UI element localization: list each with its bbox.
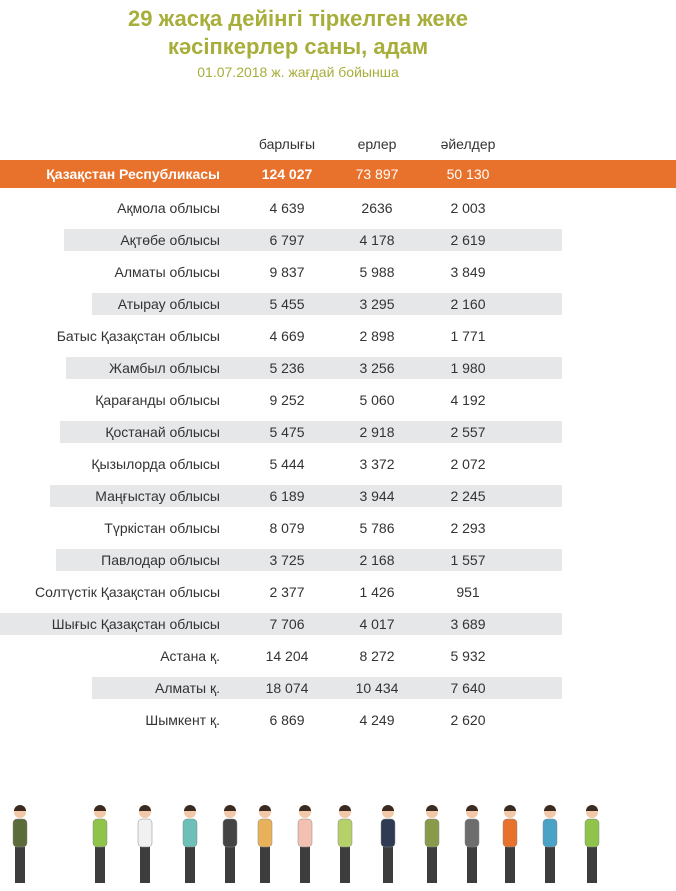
title-line-1: 29 жасқа дейінгі тіркелген жеке xyxy=(128,6,468,31)
table-row xyxy=(0,389,676,415)
region-name: Қызылорда облысы xyxy=(91,456,220,472)
table-row xyxy=(0,261,676,287)
value-all: 8 079 xyxy=(269,520,305,536)
subtitle: 01.07.2018 ж. жағдай бойынша xyxy=(197,64,399,80)
table-row xyxy=(0,709,676,735)
value-all: 6 797 xyxy=(269,232,305,248)
value-women: 2 619 xyxy=(450,232,486,248)
table-row xyxy=(0,677,676,703)
value-women: 5 932 xyxy=(450,648,486,664)
table-row xyxy=(0,197,676,223)
person-figure xyxy=(425,805,439,883)
value-women: 1 771 xyxy=(450,328,486,344)
value-men: 1 426 xyxy=(359,584,395,600)
value-women: 2 160 xyxy=(450,296,486,312)
person-figure xyxy=(543,805,557,883)
person-figure xyxy=(258,805,272,883)
value-men: 8 272 xyxy=(359,648,395,664)
value-women: 1 980 xyxy=(450,360,486,376)
value-all: 18 074 xyxy=(265,680,309,696)
value-all: 5 455 xyxy=(269,296,305,312)
value-men: 3 295 xyxy=(359,296,395,312)
region-name: Астана қ. xyxy=(160,648,220,664)
value-all: 14 204 xyxy=(265,648,309,664)
value-men: 2636 xyxy=(361,200,393,216)
value-men: 5 988 xyxy=(359,264,395,280)
value-all: 5 475 xyxy=(269,424,305,440)
table-row xyxy=(0,293,676,319)
table-row xyxy=(0,645,676,671)
table-row xyxy=(0,421,676,447)
region-name: Павлодар облысы xyxy=(101,552,220,568)
region-name: Алматы облысы xyxy=(114,264,220,280)
value-women: 2 245 xyxy=(450,488,486,504)
person-figure xyxy=(183,805,197,883)
value-women: 3 689 xyxy=(450,616,486,632)
region-name: Алматы қ. xyxy=(155,680,220,696)
value-all: 6 189 xyxy=(269,488,305,504)
person-figure xyxy=(298,805,312,883)
region-name: Ақмола облысы xyxy=(117,200,220,216)
value-men: 3 944 xyxy=(359,488,395,504)
region-name: Шығыс Қазақстан облысы xyxy=(51,616,220,632)
value-women: 2 557 xyxy=(450,424,486,440)
value-women: 3 849 xyxy=(450,264,486,280)
person-figure xyxy=(223,805,237,883)
table-row xyxy=(0,229,676,255)
value-men: 5 060 xyxy=(359,392,395,408)
region-name: Маңғыстау облысы xyxy=(95,488,220,504)
value-all: 4 639 xyxy=(269,200,305,216)
total-row xyxy=(0,160,676,188)
value-women: 2 072 xyxy=(450,456,486,472)
region-name: Қарағанды облысы xyxy=(95,392,220,408)
region-name: Атырау облысы xyxy=(117,296,220,312)
value-women: 2 620 xyxy=(450,712,486,728)
person-figure xyxy=(381,805,395,883)
value-women: 951 xyxy=(456,584,480,600)
value-women: 1 557 xyxy=(450,552,486,568)
people-illustration xyxy=(0,790,676,890)
total-men: 73 897 xyxy=(355,166,399,182)
value-all: 2 377 xyxy=(269,584,305,600)
table-row xyxy=(0,325,676,351)
region-name: Түркістан облысы xyxy=(104,520,220,536)
value-all: 9 837 xyxy=(269,264,305,280)
region-name: Ақтөбе облысы xyxy=(120,232,220,248)
region-name: Солтүстік Қазақстан облысы xyxy=(35,584,220,600)
table-row xyxy=(0,549,676,575)
value-men: 3 372 xyxy=(359,456,395,472)
value-men: 4 017 xyxy=(359,616,395,632)
value-all: 3 725 xyxy=(269,552,305,568)
region-name: Батыс Қазақстан облысы xyxy=(56,328,220,344)
value-men: 5 786 xyxy=(359,520,395,536)
person-figure xyxy=(138,805,152,883)
value-all: 7 706 xyxy=(269,616,305,632)
value-men: 10 434 xyxy=(355,680,399,696)
person-figure xyxy=(338,805,352,883)
column-header-all: барлығы xyxy=(258,136,316,152)
value-men: 4 178 xyxy=(359,232,395,248)
column-header-men: ерлер xyxy=(357,136,397,152)
value-men: 2 898 xyxy=(359,328,395,344)
value-all: 6 869 xyxy=(269,712,305,728)
person-figure xyxy=(465,805,479,883)
total-label: Қазақстан Республикасы xyxy=(46,166,220,182)
value-men: 3 256 xyxy=(359,360,395,376)
value-women: 4 192 xyxy=(450,392,486,408)
table-row xyxy=(0,613,676,639)
value-all: 5 444 xyxy=(269,456,305,472)
value-women: 2 003 xyxy=(450,200,486,216)
value-all: 9 252 xyxy=(269,392,305,408)
region-name: Шымкент қ. xyxy=(145,712,220,728)
value-all: 5 236 xyxy=(269,360,305,376)
table-row xyxy=(0,517,676,543)
region-name: Жамбыл облысы xyxy=(109,360,220,376)
table-row xyxy=(0,357,676,383)
title-line-2: кәсіпкерлер саны, адам xyxy=(167,34,429,59)
value-men: 4 249 xyxy=(359,712,395,728)
person-figure xyxy=(13,805,27,883)
region-name: Қостанай облысы xyxy=(105,424,220,440)
value-men: 2 918 xyxy=(359,424,395,440)
table-row xyxy=(0,581,676,607)
value-women: 7 640 xyxy=(450,680,486,696)
person-figure xyxy=(93,805,107,883)
table-row xyxy=(0,485,676,511)
total-all: 124 027 xyxy=(261,166,313,182)
value-women: 2 293 xyxy=(450,520,486,536)
total-women: 50 130 xyxy=(446,166,490,182)
person-figure xyxy=(585,805,599,883)
column-header-women: әйелдер xyxy=(440,136,496,152)
person-figure xyxy=(503,805,517,883)
table-row xyxy=(0,453,676,479)
value-men: 2 168 xyxy=(359,552,395,568)
value-all: 4 669 xyxy=(269,328,305,344)
